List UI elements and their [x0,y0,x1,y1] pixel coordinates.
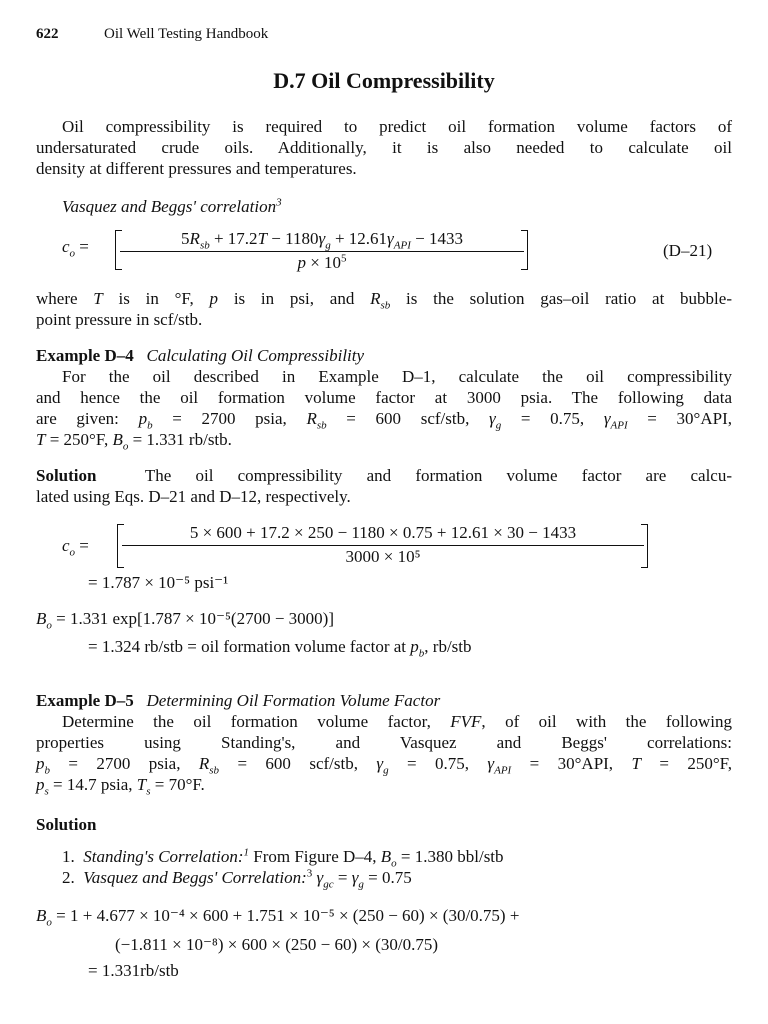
calc2-line2: = 1.324 rb/stb = oil formation volume factor at $p_b$, rb/stb [88,637,472,660]
page-number: 622 [36,26,59,42]
text-line: are given: $p_b = 2700$ psia, $R_{sb} = 600$ scf/stb, $\gamma_g = 0.75$, $\gamma_{API} = 30^\circ API$, [36,409,732,432]
where-line: where T is in °F, p is in psi, and $R_{sb}$ is the solution gas–oil ratio at bubble- [36,289,732,312]
solution-item-1: 1. Standing's Correlation:$^1$ From Figure D–4, $B_o = 1.380$ bbl/stb [62,846,504,870]
text-line: properties using Standing's, and Vasquez and Beggs' correlations: [36,733,732,752]
example-label: Example D–4 [36,346,134,365]
example-d4-heading [36,345,732,366]
text-line: T = 250°F, $B_o = 1.331$ rb/stb. [36,430,232,453]
solution-label: Solution [36,815,97,834]
calc1-numerator: 5 × 600 + 17.2 × 250 − 1180 × 0.75 + 12.61 × 30 − 1433 [122,523,644,546]
calc3-line3: = 1.331rb/stb [88,961,179,980]
calc3-line2: (−1.811 × 10⁻⁸) × 600 × (250 − 60) × (30/0.75) [115,935,438,954]
running-header: Oil Well Testing Handbook [104,26,269,42]
text-line: For the oil described in Example D–1, calculate the oil compressibility [62,367,732,386]
solution-item-2: 2. Vasquez and Beggs' Correlation:$^3$ $\gamma_{gc} = \gamma_g = 0.75$ [62,867,412,891]
section-title: D.7 Oil Compressibility [273,68,495,93]
eq-lhs: $c_o$ = [62,237,89,260]
calc3-line1: $B_o = 1 + 4.677 \times 10^{-4} \times 600 + 1.751 \times 10^{-5} \times (250 - 60) \times (30/0.75)$ + [36,906,520,929]
calc1-fraction [122,523,644,567]
example-d5-heading [36,690,732,711]
text-line: Oil compressibility is required to predict oil formation volume factors of [62,117,732,136]
calc1-result: = 1.787 × 10⁻⁵ psi⁻¹ [88,573,229,592]
eq-fraction: $5R_{sb} + 17.2T - 1180\gamma_g + 12.61\gamma_{API} - 1433$ $p \times 10^5$ [120,229,524,273]
text-line: Determine the oil formation volume factor, FVF, of oil with the following [62,712,732,731]
calc2-line1: $B_o = 1.331$ exp[1.787 × 10⁻⁵(2700 − 3000)] [36,609,334,632]
example-title: Determining Oil Formation Volume Factor [146,691,441,710]
text-line: undersaturated crude oils. Additionally, it is also needed to calculate oil [36,138,732,157]
right-bracket [641,524,648,568]
right-bracket [521,230,528,270]
where-line: point pressure in scf/stb. [36,310,203,329]
correlation-heading: Vasquez and Beggs' correlation$^3$ [62,196,282,216]
text-line: density at different pressures and temperatures. [36,159,357,178]
text-line: and hence the oil formation volume factor at 3000 psia. The following data [36,388,732,407]
equation-number: (D–21) [663,241,713,260]
solution-line: Solution The oil compressibility and formation volume factor are calcu- [36,466,733,485]
solution-label: Solution [36,466,97,485]
text-line: $p_b = 2700$ psia, $R_{sb} = 600$ scf/stb, $\gamma_g = 0.75$, $\gamma_{API} = 30^\circ API$, T = 250°F, [36,754,732,777]
calc1-denominator: 3000 × 10⁵ [345,547,421,566]
eq-lhs: $c_o$ = [62,536,89,559]
example-title: Calculating Oil Compressibility [146,346,365,365]
text-line: $p_s = 14.7$ psia, $T_s = 70^\circ F$. [36,775,205,798]
text-line: lated using Eqs. D–21 and D–12, respectively. [36,487,351,506]
example-label: Example D–5 [36,691,134,710]
